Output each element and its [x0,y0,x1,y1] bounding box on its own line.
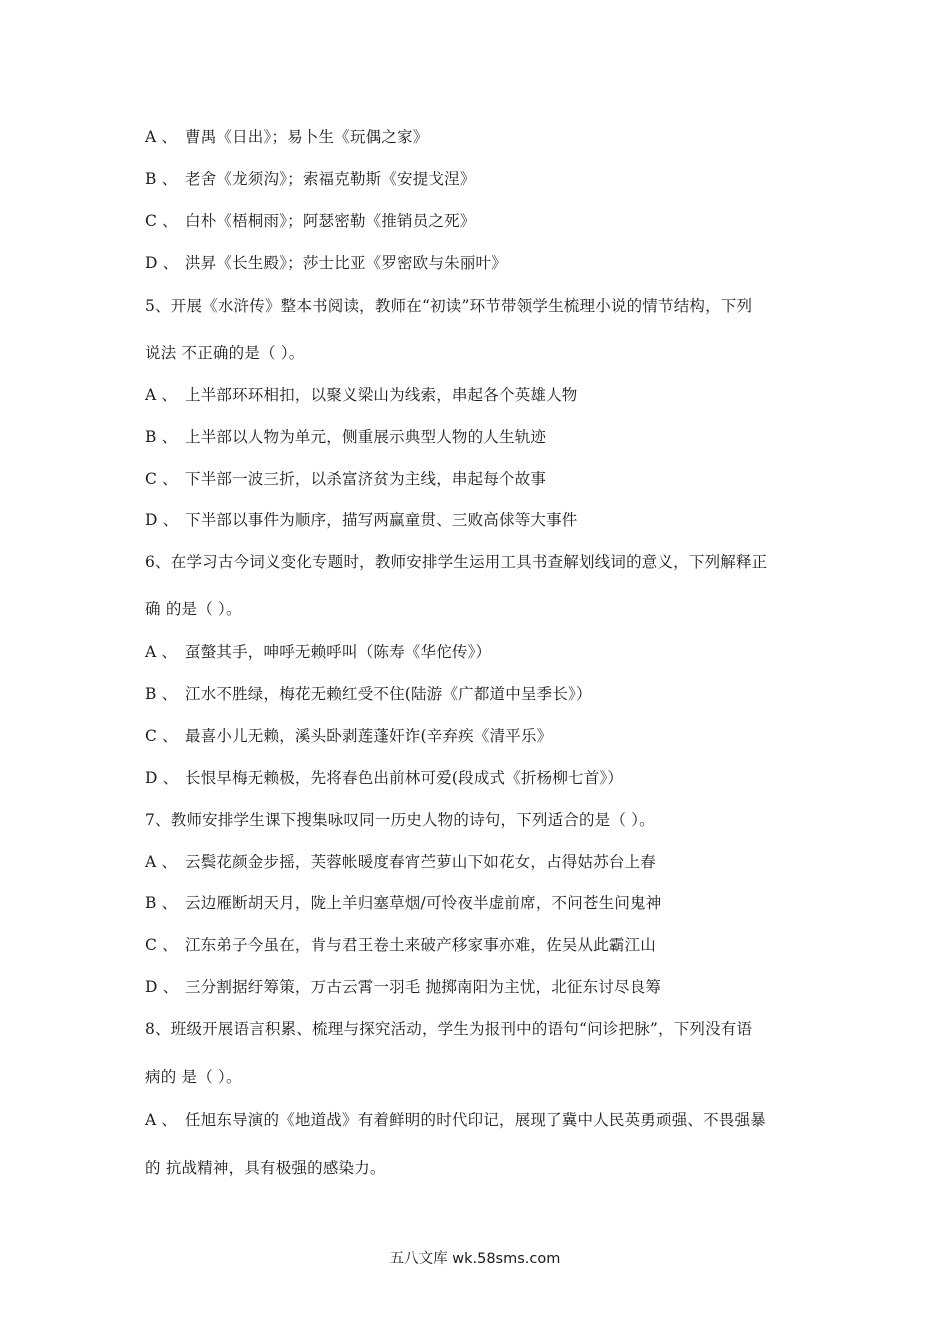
option-text: 老舍《龙须沟》；索福克勒斯《安提戈涅》 [185,170,476,188]
option-letter: B 、 [145,170,178,188]
option-text: 下半部一波三折，以杀富济贫为主线，串起每个故事 [185,470,547,488]
option-text: 云边雁断胡天月，陇上羊归塞草烟/可怜夜半虚前席，不问苍生问鬼神 [185,894,662,912]
q4-option-d [145,253,507,273]
option-text: 最喜小儿无赖，溪头卧剥莲蓬奸诈(辛弃疾《清平乐》 [185,727,553,745]
q6-option-a [145,642,491,662]
option-text: 云鬓花颜金步摇，芙蓉帐暖度春宵苎萝山下如花女，占得姑苏台上春 [185,853,657,871]
q7-option-d [145,977,661,997]
option-letter: A 、 [145,1111,178,1129]
option-text: 上半部以人物为单元，侧重展示典型人物的人生轨迹 [185,428,547,446]
q5-option-a [145,385,578,405]
q4-option-a [145,127,428,147]
option-text: 下半部以事件为顺序，描写两赢童贯、三败高俅等大事件 [185,511,578,529]
option-text: 三分割据纡筹策，万古云霄一羽毛 抛掷南阳为主忧，北征东讨尽良筹 [185,978,662,996]
option-text: 江水不胜绿，梅花无赖红受不住(陆游《广都道中呈季长》） [185,685,592,703]
q5-option-d [145,510,578,530]
option-letter: A 、 [145,386,178,404]
footer-watermark: 五八文库 wk.58sms.com [389,1251,561,1267]
q6-option-d [145,768,623,788]
option-letter: D 、 [145,254,179,272]
q6-option-c [145,726,552,746]
option-text: 曹禺《日出》；易卜生《玩偶之家》 [185,128,429,146]
q8-stem-line1: 8、班级开展语言积累、梳理与探究活动，学生为报刊中的语句“问诊把脉”，下列没有语 [145,1020,753,1038]
option-letter: B 、 [145,894,178,912]
option-letter: C 、 [145,212,178,230]
option-letter: C 、 [145,470,178,488]
q7-option-c [145,935,656,955]
option-letter: C 、 [145,727,178,745]
q7-stem: 7、教师安排学生课下搜集咏叹同一历史人物的诗句，下列适合的是（ ）。 [145,811,655,829]
q5-stem-line1: 5、开展《水浒传》整本书阅读，教师在“初读”环节带领学生梳理小说的情节结构，下列 [145,297,753,315]
option-text: 上半部环环相扣，以聚义梁山为线索，串起各个英雄人物 [185,386,578,404]
option-letter: D 、 [145,511,179,529]
option-text: 任旭东导演的《地道战》有着鲜明的时代印记，展现了冀中人民英勇顽强、不畏强暴 [185,1111,766,1129]
q8-stem-line2: 病的 是（ ）。 [145,1068,242,1086]
q8-option-a [145,1110,766,1130]
q6-option-b [145,684,592,704]
option-text: 白朴《梧桐雨》；阿瑟密勒《推销员之死》 [185,212,476,230]
option-text: 虿螫其手，呻呼无赖呼叫（陈寿《华佗传》） [185,643,492,661]
q8-option-a-continued: 的 抗战精神，具有极强的感染力。 [145,1159,386,1177]
q7-option-a [145,852,656,872]
option-text: 洪昇《长生殿》；莎士比亚《罗密欧与朱丽叶》 [185,254,507,272]
q6-stem-line1: 6、在学习古今词义变化专题时，教师安排学生运用工具书查解划线词的意义，下列解释正 [145,553,768,571]
q7-option-b [145,893,661,913]
option-letter: A 、 [145,643,178,661]
option-letter: A 、 [145,128,178,146]
option-letter: D 、 [145,978,179,996]
option-text: 江东弟子今虽在，肯与君王卷土来破产移家事亦难，佐吴从此霸江山 [185,936,657,954]
q4-option-c [145,211,476,231]
option-letter: B 、 [145,685,178,703]
option-letter: D 、 [145,769,179,787]
q5-option-b [145,427,546,447]
option-letter: A 、 [145,853,178,871]
q5-option-c [145,469,546,489]
option-letter: B 、 [145,428,178,446]
q5-stem-line2: 说法 不正确的是（ ）。 [145,344,305,362]
q4-option-b [145,169,476,189]
q6-stem-line2: 确 的是（ ）。 [145,600,242,618]
option-text: 长恨早梅无赖极，先将春色出前林可爱(段成式《折杨柳七首》） [185,769,624,787]
option-letter: C 、 [145,936,178,954]
